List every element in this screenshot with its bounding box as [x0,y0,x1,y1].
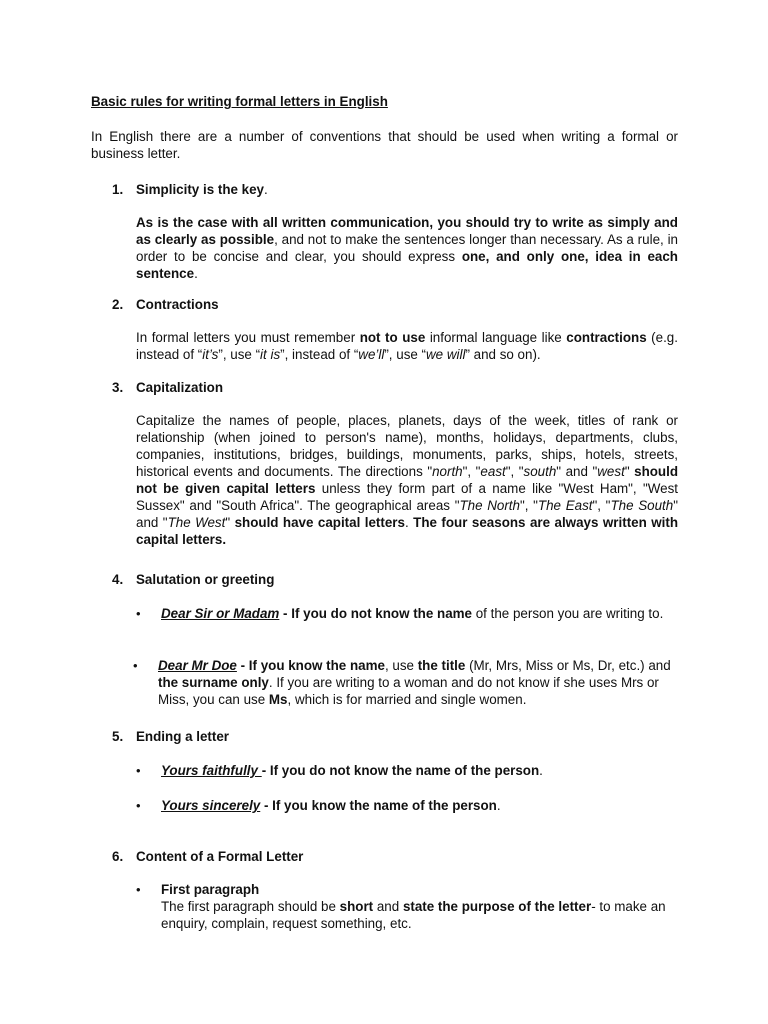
text-run: The first paragraph should be [161,899,340,914]
bullet-yours-sincerely [161,797,679,814]
text-run: Capitalize the names of people, places, planets, days of the week, titles of rank or relationship (when joined to person's name), months, holidays, departments, clubs, companies, institutions, bridges, buildings, monuments, parks, ships, hotels, streets, historical events and documents. The directions " [136,413,678,479]
text-run: ", " [462,464,481,479]
section-number: 2. [112,297,124,312]
text-run: we will [426,347,466,362]
text-run: Dear Mr Doe [158,658,237,673]
text-run: ", " [519,498,538,513]
text-run: . [404,515,414,530]
text-run: it is [260,347,281,362]
text-run: south [523,464,557,479]
text-run: ”, use “ [384,347,427,362]
bullet-icon: • [136,606,141,621]
section-heading-simplicity: Simplicity is the key. [136,182,268,197]
text-run: - If you know the name [236,658,385,673]
text-run: contractions [566,330,647,345]
text-run: should have capital letters [234,515,405,530]
text-run: the surname only [158,675,269,690]
text-run: Yours sincerely [161,798,261,813]
bullet-icon: • [136,763,141,778]
text-run: state the purpose of the letter [402,899,592,914]
section-paragraph-contractions [136,329,678,363]
bullet-icon: • [136,798,141,813]
text-run: " and " [136,498,678,530]
document-title: Basic rules for writing formal letters in English [91,94,388,109]
text-run: . [194,266,198,281]
text-run: In formal letters you must remember [136,330,360,345]
section-heading-contractions: Contractions [136,297,219,312]
text-run: " and " [556,464,598,479]
text-run: Yours faithfully [161,763,262,778]
section-heading-salutation: Salutation or greeting [136,572,275,587]
section-heading-content: Content of a Formal Letter [136,849,304,864]
text-run: " [225,515,235,530]
text-run: Ms [268,692,288,707]
text-run: The East [537,498,593,513]
text-run: - If you know the name of the person [260,798,497,813]
text-run: As is the case with all written communication, you should try to write as simply and as clearly as possible [136,215,678,247]
text-run: , and not to make the sentences longer than necessary. As a rule, in order to be concise and clear, you should express [136,232,678,264]
text-run: ", " [592,498,611,513]
text-run: - If you do not know the name [279,606,473,621]
text-run: Dear Sir or Madam [161,606,280,621]
text-run: we’ll [358,347,385,362]
bullet-first-paragraph [161,881,679,932]
text-run: north [432,464,463,479]
section-number: 4. [112,572,124,587]
text-run: ", " [505,464,524,479]
text-run: west [597,464,625,479]
text-run: " [624,464,635,479]
text-run: ”, use “ [218,347,261,362]
section-heading-capitalization: Capitalization [136,380,224,395]
text-run: The North [459,498,520,513]
text-run: and [373,899,403,914]
bullet-dear-mr-doe [158,657,678,708]
text-run: , use [384,658,418,673]
text-run: of the person you are writing to. [472,606,664,621]
text-run: First paragraph [161,882,260,897]
text-run: short [339,899,374,914]
text-run: . [539,763,543,778]
text-run: . [496,798,501,813]
text-run: it’s [202,347,219,362]
text-run: ” and so on). [465,347,541,362]
text-run: ”, instead of “ [280,347,359,362]
bullet-yours-faithfully [161,762,679,779]
text-run: , which is for married and single women. [287,692,527,707]
text-run: (e.g. instead of “ [136,330,678,362]
text-run: . If you are writing to a woman and do not know if she uses Mrs or Miss, you can use [158,675,659,707]
text-run: not to use [359,330,426,345]
section-number: 1. [112,182,124,197]
section-paragraph-capitalization [136,412,678,548]
text-run: should not be given capital letters [136,464,679,496]
bullet-icon: • [136,882,141,897]
text-run: the title [417,658,466,673]
text-run: The South [610,498,674,513]
text-run: east [480,464,506,479]
bullet-icon: • [133,658,138,673]
text-run: The four seasons are always written with capital letters. [136,515,679,547]
text-run: - If you do not know the name of the person [261,763,540,778]
intro-paragraph: In English there are a number of conventions that should be used when writing a formal or business letter. [91,129,678,161]
text-run: one, and only one, idea in each sentence [136,249,678,281]
section-paragraph-simplicity [136,214,678,282]
section-heading-ending: Ending a letter [136,729,230,744]
text-run: (Mr, Mrs, Miss or Ms, Dr, etc.) and [465,658,671,673]
section-number: 5. [112,729,124,744]
section-number: 3. [112,380,124,395]
bullet-dear-sir [161,605,679,622]
text-run: - to make an enquiry, complain, request something, etc. [161,899,666,931]
text-run: informal language like [425,330,567,345]
text-run: unless they form part of a name like "West Ham", "West Sussex" and "South Africa". The geographical areas " [136,481,678,513]
text-run: The West [167,515,226,530]
section-number: 6. [112,849,124,864]
